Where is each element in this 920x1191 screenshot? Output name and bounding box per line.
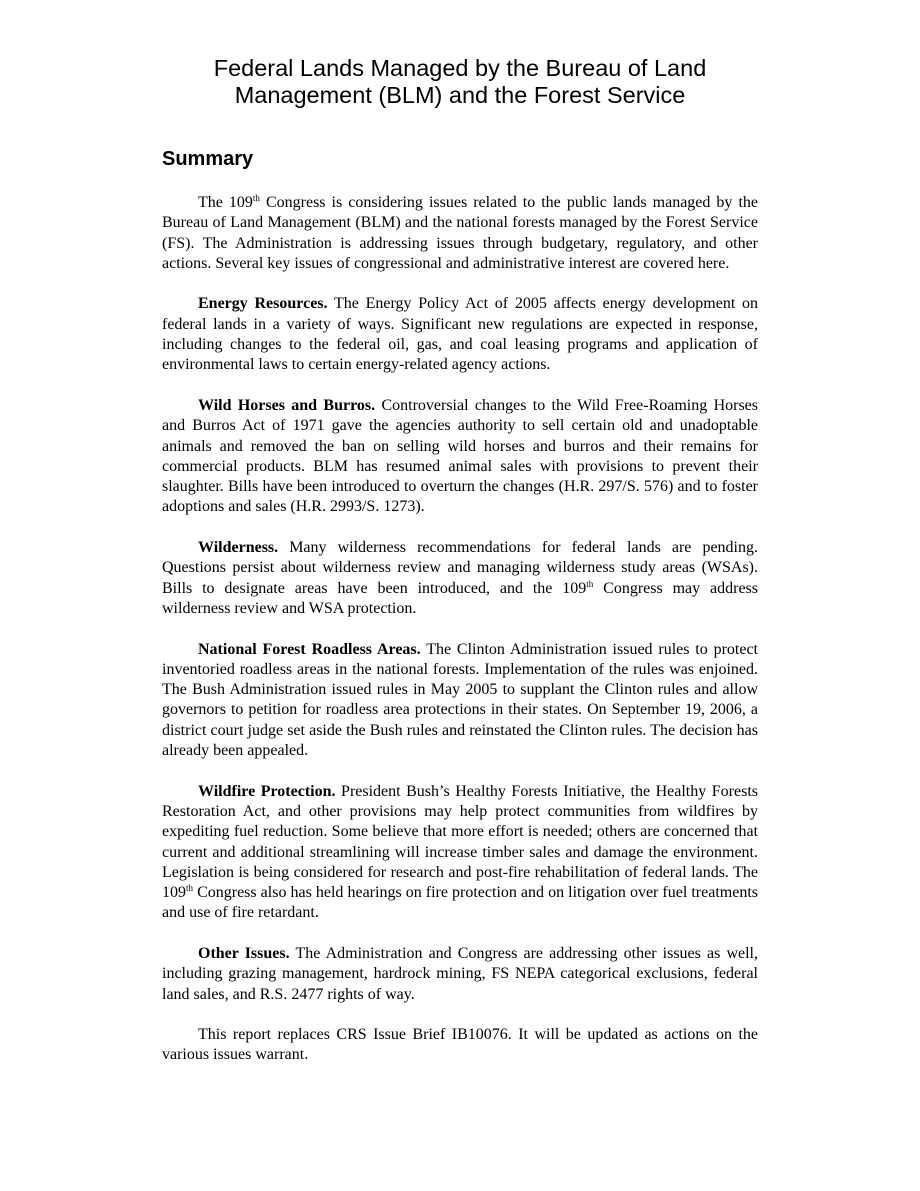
- energy-resources-paragraph: Energy Resources. The Energy Policy Act of 2005 affects energy development on federal lands in a variety of ways. Significant new regulations are expected in response, including changes to the federal oil, gas, and coal leasing programs and application of environmental laws to certain energy-related agency actions.: [162, 295, 758, 374]
- report-title-line-2: Management (BLM) and the Forest Service: [234, 82, 686, 108]
- report-page: [162, 0, 759, 1064]
- roadless-areas-paragraph: National Forest Roadless Areas. The Clinton Administration issued rules to protect inventoried roadless areas in the national forests. Implementation of the rules was enjoined. The Bush Administration issued rules in May 2005 to supplant the Clinton rules and allow governors to petition for roadless area protections in their states. On September 19, 2006, a district court judge set aside the Bush rules and reinstated the Clinton rules. The decision has already been appealed.: [162, 640, 758, 760]
- energy-resources-heading: Energy Resources.: [198, 295, 328, 313]
- other-issues-heading: Other Issues.: [198, 944, 290, 962]
- wild-horses-paragraph: Wild Horses and Burros. Controversial changes to the Wild Free-Roaming Horses and Burros Act of 1971 gave the agencies authority to sell certain old and unadoptable animals and removed the ban on selling wild horses and burros and their remains for commercial products. BLM has resumed animal sales with provisions to prevent their slaughter. Bills have been introduced to overturn the changes (H.R. 297/S. 576) and to foster adoptions and sales (H.R. 2993/S. 1273).: [162, 396, 759, 516]
- wild-horses-heading: Wild Horses and Burros.: [198, 396, 376, 414]
- roadless-areas-heading: National Forest Roadless Areas.: [198, 640, 421, 658]
- wilderness-paragraph: Wilderness. Many wilderness recommendations for federal lands are pending. Questions persist about wilderness review and managing wilderness study areas (WSAs). Bills to designate areas have been introduced, and the 109th Congress may address wilderness review and WSA protection.: [162, 539, 758, 617]
- report-title: [162, 0, 758, 109]
- closing-paragraph: This report replaces CRS Issue Brief IB10076. It will be updated as actions on the various issues warrant.: [162, 1026, 758, 1064]
- other-issues-paragraph: Other Issues. The Administration and Congress are addressing other issues as well, including grazing management, hardrock mining, FS NEPA categorical exclusions, federal land sales, and R.S. 2477 rights of way.: [162, 944, 758, 1003]
- wildfire-protection-paragraph: Wildfire Protection. President Bush’s Healthy Forests Initiative, the Healthy Forests Restoration Act, and other provisions may help protect communities from wildfires by expediting fuel reduction. Some believe that more effort is needed; others are concerned that current and additional streamlining will increase timber sales and damage the environment. Legislation is being considered for research and post-fire rehabilitation of federal lands. The 109th Congress also has held hearings on fire protection and on litigation over fuel treatments and use of fire retardant.: [162, 782, 758, 922]
- report-title-line-1: Federal Lands Managed by the Bureau of Land: [213, 55, 707, 81]
- wildfire-protection-heading: Wildfire Protection.: [198, 782, 336, 800]
- summary-body: [162, 193, 758, 1086]
- intro-paragraph: The 109th Congress is considering issues related to the public lands managed by the Bureau of Land Management (BLM) and the national forests managed by the Forest Service (FS). The Administration is addressing issues through budgetary, regulatory, and other actions. Several key issues of congressional and administrative interest are covered here.: [162, 193, 759, 272]
- summary-heading: Summary: [162, 148, 254, 170]
- wilderness-heading: Wilderness.: [198, 539, 279, 557]
